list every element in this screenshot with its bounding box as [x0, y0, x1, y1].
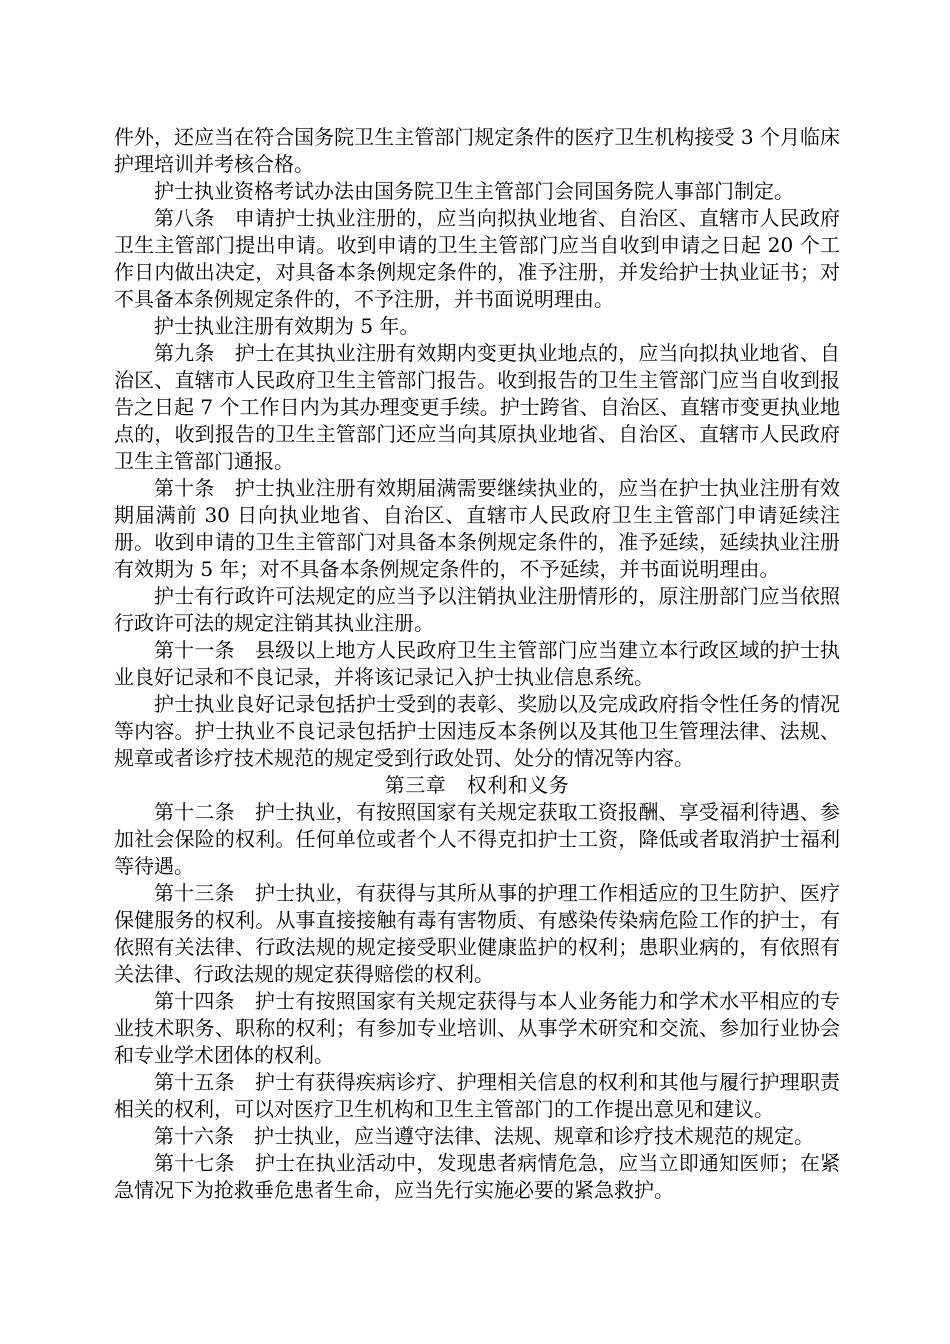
paragraph: 护士执业资格考试办法由国务院卫生主管部门会同国务院人事部门制定。: [154, 179, 794, 203]
article-8: 第八条 申请护士执业注册的，应当向拟执业地省、自治区、直辖市人民政府卫生主管部门提出申请。收到申请的卫生主管部门应当自收到申请之日起 20 个工作日内做出决定，对具备本条例规定条件的，准予注册，并发给护士执业证书；对不具备本条例规定条件的，不予注册，并书面说明理由。: [114, 206, 840, 311]
chapter-title: 第三章 权利和义务: [384, 773, 570, 797]
article-12: 第十二条 护士执业，有按照国家有关规定获取工资报酬、享受福利待遇、参加社会保险的权利。任何单位或者个人不得克扣护士工资，降低或者取消护士福利等待遇。: [114, 800, 840, 878]
paragraph: 护士执业良好记录包括护士受到的表彰、奖励以及完成政府指令性任务的情况等内容。护士执业不良记录包括护士因违反本条例以及其他卫生管理法律、法规、规章或者诊疗技术规范的规定受到行政处罚、处分的情况等内容。: [114, 692, 840, 770]
paragraph: 件外，还应当在符合国务院卫生主管部门规定条件的医疗卫生机构接受 3 个月临床护理培训并考核合格。: [114, 125, 840, 176]
article-15: 第十五条 护士有获得疾病诊疗、护理相关信息的权利和其他与履行护理职责相关的权利，可以对医疗卫生机构和卫生主管部门的工作提出意见和建议。: [114, 1070, 840, 1121]
paragraph: 护士有行政许可法规定的应当予以注销执业注册情形的，原注册部门应当依照行政许可法的规定注销其执业注册。: [114, 584, 840, 635]
paragraph: 护士执业注册有效期为 5 年。: [154, 314, 420, 338]
article-11: 第十一条 县级以上地方人民政府卫生主管部门应当建立本行政区域的护士执业良好记录和不良记录，并将该记录记入护士执业信息系统。: [114, 638, 840, 689]
article-13: 第十三条 护士执业，有获得与其所从事的护理工作相适应的卫生防护、医疗保健服务的权利。从事直接接触有毒有害物质、有感染传染病危险工作的护士，有依照有关法律、行政法规的规定接受职业健康监护的权利；患职业病的，有依照有关法律、行政法规的规定获得赔偿的权利。: [114, 881, 840, 986]
article-10: 第十条 护士执业注册有效期届满需要继续执业的，应当在护士执业注册有效期届满前 30 日向执业地省、自治区、直辖市人民政府卫生主管部门申请延续注册。收到申请的卫生主管部门对具备本条例规定条件的，准予延续，延续执业注册有效期为 5 年；对不具备本条例规定条件的，不予延续，并书面说明理由。: [114, 476, 840, 581]
article-16: 第十六条 护士执业，应当遵守法律、法规、规章和诊疗技术规范的规定。: [154, 1124, 814, 1148]
document-body: [114, 124, 840, 1204]
article-17: 第十七条 护士在执业活动中，发现患者病情危急，应当立即通知医师；在紧急情况下为抢救垂危患者生命，应当先行实施必要的紧急救护。: [114, 1151, 840, 1202]
article-14: 第十四条 护士有按照国家有关规定获得与本人业务能力和学术水平相应的专业技术职务、职称的权利；有参加专业培训、从事学术研究和交流、参加行业协会和专业学术团体的权利。: [114, 989, 840, 1067]
article-9: 第九条 护士在其执业注册有效期内变更执业地点的，应当向拟执业地省、自治区、直辖市人民政府卫生主管部门报告。收到报告的卫生主管部门应当自收到报告之日起 7 个工作日内为其办理变更手续。护士跨省、自治区、直辖市变更执业地点的，收到报告的卫生主管部门还应当向其原执业地省、自治区、直辖市人民政府卫生主管部门通报。: [114, 341, 840, 473]
